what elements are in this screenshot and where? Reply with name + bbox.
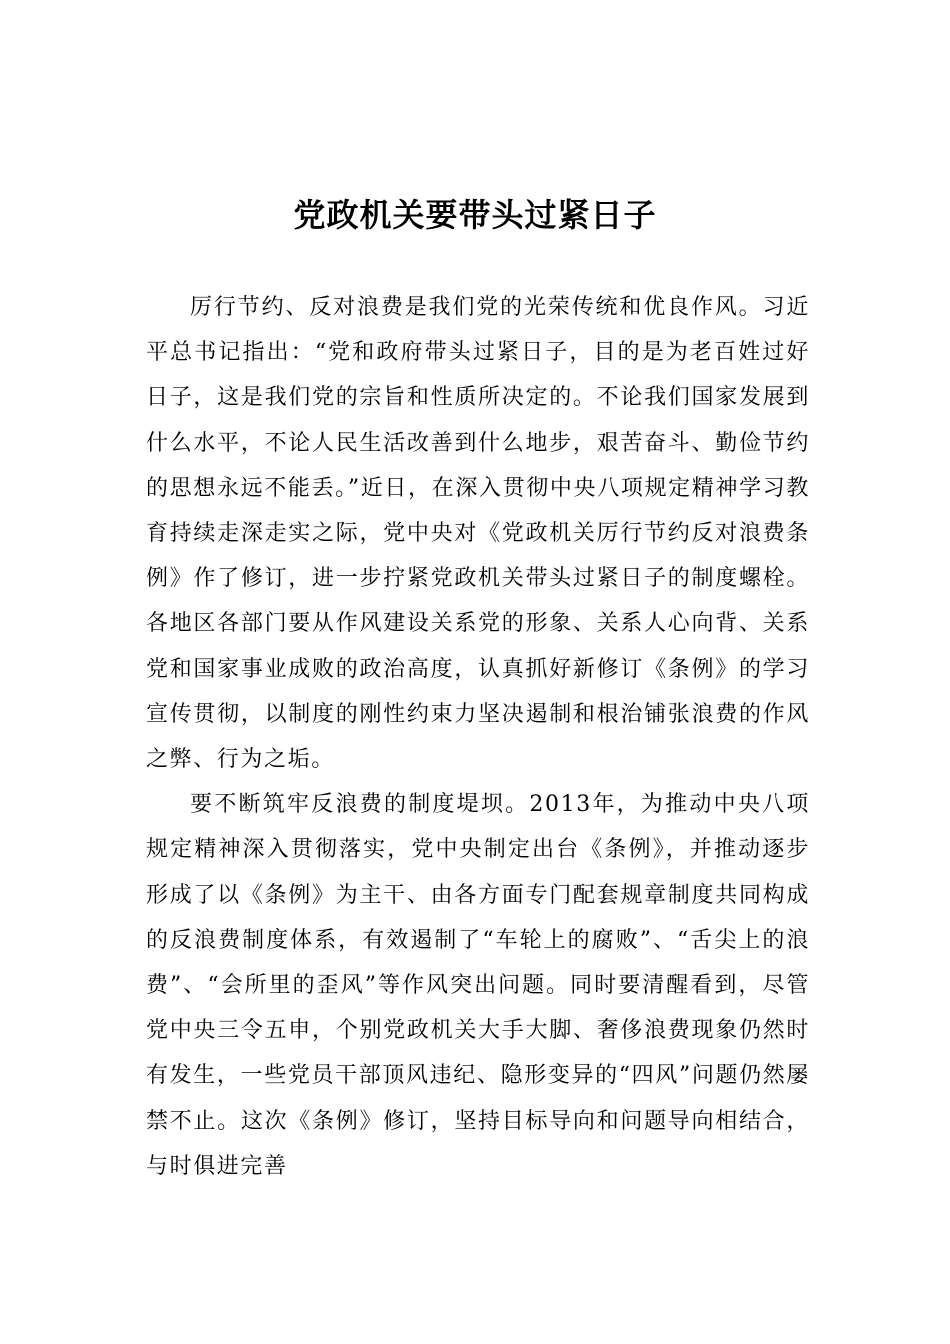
paragraph-1: 厉行节约、反对浪费是我们党的光荣传统和优良作风。习近平总书记指出：“党和政府带头过紧日子，目的是为老百姓过好日子，这是我们党的宗旨和性质所决定的。不论我们国家发展到什么水平，不论人民生活改善到什么地步，艰苦奋斗、勤俭节约的思想永远不能丢。”近日，在深入贯彻中央八项规定精神学习教育持续走深走实之际，党中央对《党政机关厉行节约反对浪费条例》作了修订，进一步拧紧党政机关带头过紧日子的制度螺栓。各地区各部门要从作风建设关系党的形象、关系人心向背、关系党和国家事业成败的政治高度，认真抓好新修订《条例》的学习宣传贯彻，以制度的刚性约束力坚决遏制和根治铺张浪费的作风之弊、行为之垢。 (146, 295, 810, 773)
paragraph-2: 要不断筑牢反浪费的制度堤坝。2013年，为推动中央八项规定精神深入贯彻落实，党中央制定出台《条例》，并推动逐步形成了以《条例》为主干、由各方面专门配套规章制度共同构成的反浪费制度体系，有效遏制了“车轮上的腐败”、“舌尖上的浪费”、“会所里的歪风”等作风突出问题。同时要清醒看到，尽管党中央三令五申，个别党政机关大手大脚、奢侈浪费现象仍然时有发生，一些党员干部顶风违纪、隐形变异的“四风”问题仍然屡禁不止。这次《条例》修订，坚持目标导向和问题导向相结合，与时俱进完善 (146, 792, 810, 1179)
document-body (146, 285, 810, 1189)
document-title: 党政机关要带头过紧日子 (293, 196, 657, 235)
